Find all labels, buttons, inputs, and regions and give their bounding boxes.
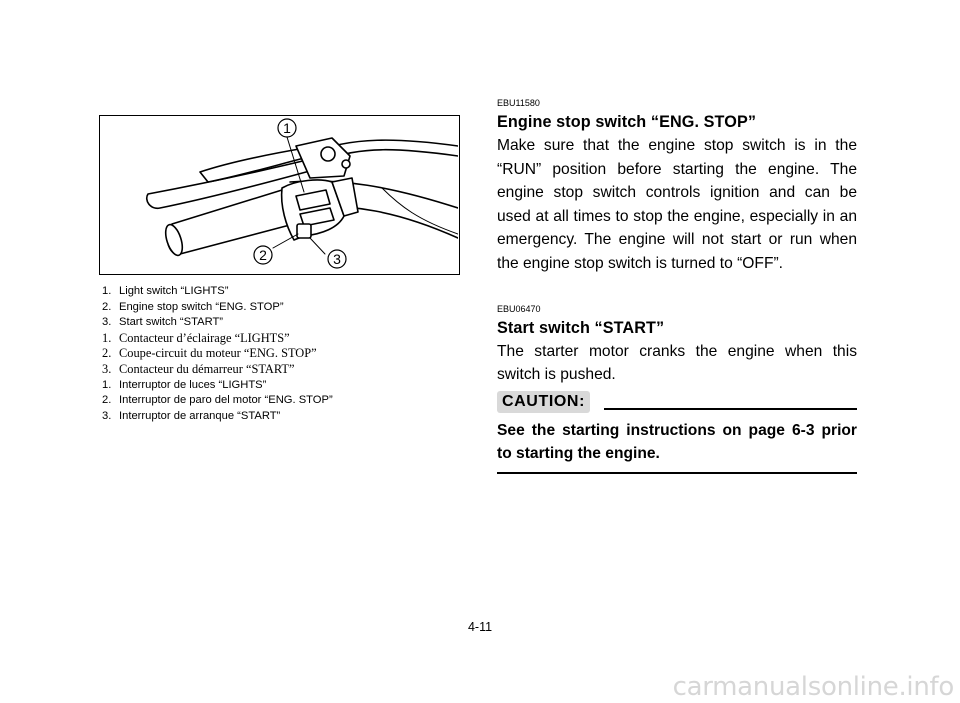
start-switch-body: The starter motor cranks the engine when this switch is pushed.	[497, 342, 857, 384]
content-column	[497, 98, 857, 474]
caution-label: CAUTION:	[497, 391, 590, 413]
section-code-start: EBU06470	[497, 303, 541, 314]
page-number: 4-11	[467, 620, 493, 634]
caution-bottom-rule	[497, 472, 857, 474]
watermark: carmanualsonline.info	[672, 672, 954, 702]
engine-stop-body: Make sure that the engine stop switch is in the “RUN” position before starting the engine. The engine stop switch controls ignition and can be used at all times to stop the engine, especially in an emergency. The engine will not start or run when the engine stop switch is turned to “OFF”.	[497, 137, 857, 272]
handlebar-drawing	[100, 116, 458, 273]
caption-en-1: 1. Light switch “LIGHTS”	[102, 285, 229, 297]
caption-fr-1: 1. Contacteur d’éclairage “LIGHTS”	[102, 330, 290, 345]
caption-fr-2: 2. Coupe-circuit du moteur “ENG. STOP”	[102, 346, 317, 361]
caption-es-2: 2. Interruptor de paro del motor “ENG. STOP”	[102, 394, 333, 407]
caption-en-3: 3. Start switch “START”	[102, 316, 224, 329]
caption-en-2: 2. Engine stop switch “ENG. STOP”	[102, 300, 284, 313]
handlebar-switch-illustration	[99, 115, 460, 275]
section-code-engine-stop: EBU11580	[497, 98, 540, 108]
caption-es-3: 3. Interruptor de arranque “START”	[102, 409, 281, 422]
figure-captions	[102, 284, 462, 424]
engine-stop-heading: Engine stop switch “ENG. STOP”	[497, 113, 757, 131]
callout-2: 2	[259, 247, 267, 263]
caution-rule	[604, 408, 857, 410]
start-switch-heading: Start switch “START”	[497, 318, 665, 337]
caution-header	[497, 391, 857, 417]
caption-es-1: 1. Interruptor de luces “LIGHTS”	[102, 378, 267, 391]
caption-fr-3: 3. Contacteur du démarreur “START”	[102, 361, 295, 376]
callout-3: 3	[333, 251, 341, 267]
caution-text: See the starting instructions on page 6-3 prior to starting the engine.	[497, 421, 857, 463]
callout-1: 1	[283, 120, 291, 136]
